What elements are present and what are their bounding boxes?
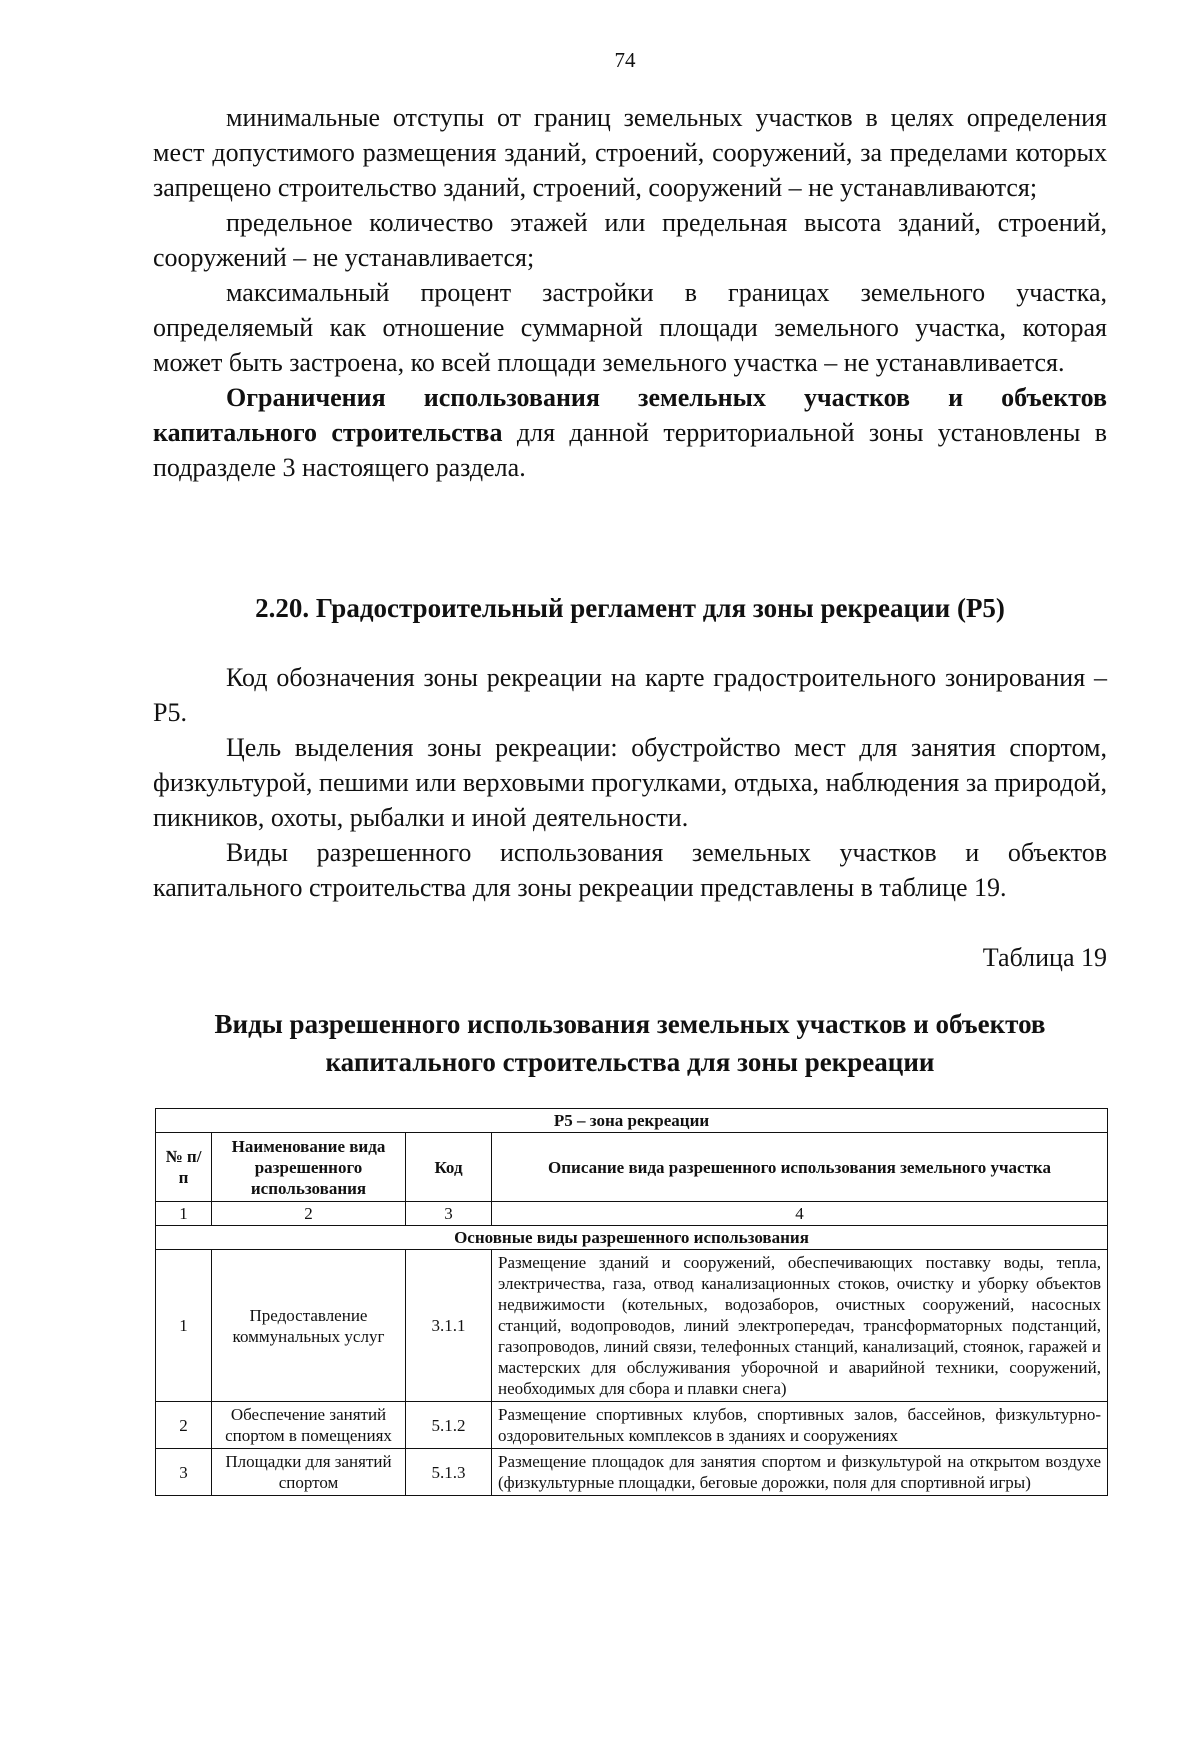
header-description: Описание вида разрешенного использования земельного участка xyxy=(492,1133,1108,1202)
row-code: 5.1.2 xyxy=(406,1402,492,1449)
table-title xyxy=(153,1005,1107,1081)
text-block-top xyxy=(153,100,1107,485)
restrictions-rest-text: для данной территориальной зоны установлены в подразделе 3 настоящего раздела. xyxy=(153,418,1107,482)
paragraph-zone-uses: Виды разрешенного использования земельных участков и объектов капитального строительства для зоны рекреации представлены в таблице 19. xyxy=(153,838,1107,902)
table-title-line-1: Виды разрешенного использования земельных участков и объектов xyxy=(214,1009,1046,1039)
row-name: Предоставление коммунальных услуг xyxy=(212,1250,406,1402)
row-num: 2 xyxy=(156,1402,212,1449)
section-heading: 2.20. Градостроительный регламент для зоны рекреации (Р5) xyxy=(255,593,1005,623)
row-description: Размещение спортивных клубов, спортивных залов, бассейнов, физкультурно-оздоровительных комплексов в зданиях и сооружениях xyxy=(492,1402,1108,1449)
table-title-line-2: капитального строительства для зоны рекреации xyxy=(325,1047,935,1077)
table-section-row xyxy=(156,1226,1108,1250)
zone-header-cell: Р5 – зона рекреации xyxy=(156,1109,1108,1133)
row-description: Размещение площадок для занятия спортом и физкультурой на открытом воздухе (физкультурные площадки, беговые дорожки, поля для спортивной игры) xyxy=(492,1449,1108,1496)
section-row-cell: Основные виды разрешенного использования xyxy=(156,1226,1108,1250)
paragraph-zone-code: Код обозначения зоны рекреации на карте градостроительного зонирования – Р5. xyxy=(153,663,1107,727)
paragraph-floors: предельное количество этажей или предельная высота зданий, строений, сооружений – не устанавливается; xyxy=(153,208,1107,272)
row-num: 1 xyxy=(156,1250,212,1402)
row-code: 5.1.3 xyxy=(406,1449,492,1496)
col-number: 2 xyxy=(212,1202,406,1226)
col-number: 1 xyxy=(156,1202,212,1226)
paragraph-setbacks: минимальные отступы от границ земельных участков в целях определения мест допустимого размещения зданий, строений, сооружений, за пределами которых запрещено строительство зданий, строений, сооружений – не устанавливаются; xyxy=(153,103,1107,202)
paragraph-coverage: максимальный процент застройки в границах земельного участка, определяемый как отношение суммарной площади земельного участка, которая может быть застроена, ко всей площади земельного участка – не устанавливается. xyxy=(153,278,1107,377)
row-code: 3.1.1 xyxy=(406,1250,492,1402)
col-number: 3 xyxy=(406,1202,492,1226)
table-row xyxy=(156,1449,1108,1496)
row-description: Размещение зданий и сооружений, обеспечивающих поставку воды, тепла, электричества, газа, отвод канализационных стоков, очистку и уборку объектов недвижимости (котельных, водозаборов, очистных сооружений, насосных станций, водопроводов, линий электропередач, трансформаторных подстанций, газопроводов, линий связи, телефонных станций, канализаций, стоянок, гаражей и мастерских для обслуживания уборочной и аварийной техники, сооружений, необходимых для сбора и плавки снега) xyxy=(492,1250,1108,1402)
table-column-numbers-row xyxy=(156,1202,1108,1226)
table-header-row xyxy=(156,1133,1108,1202)
row-name: Площадки для занятий спортом xyxy=(212,1449,406,1496)
table-row xyxy=(156,1402,1108,1449)
row-num: 3 xyxy=(156,1449,212,1496)
paragraph-restrictions xyxy=(153,380,1107,485)
uses-table xyxy=(155,1108,1108,1496)
text-block-zone xyxy=(153,660,1107,905)
table-caption: Таблица 19 xyxy=(982,943,1107,972)
header-code: Код xyxy=(406,1133,492,1202)
header-num: № п/п xyxy=(156,1133,212,1202)
col-number: 4 xyxy=(492,1202,1108,1226)
page-number: 74 xyxy=(614,48,636,72)
header-name: Наименование вида разрешенного использования xyxy=(212,1133,406,1202)
restrictions-bold-text: Ограничения использования земельных участков и объектов капитального строительства xyxy=(153,383,1107,447)
table-zone-row xyxy=(156,1109,1108,1133)
table-row xyxy=(156,1250,1108,1402)
paragraph-zone-goal: Цель выделения зоны рекреации: обустройство мест для занятия спортом, физкультурой, пешими или верховыми прогулками, отдыха, наблюдения за природой, пикников, охоты, рыбалки и иной деятельности. xyxy=(153,733,1107,832)
row-name: Обеспечение занятий спортом в помещениях xyxy=(212,1402,406,1449)
